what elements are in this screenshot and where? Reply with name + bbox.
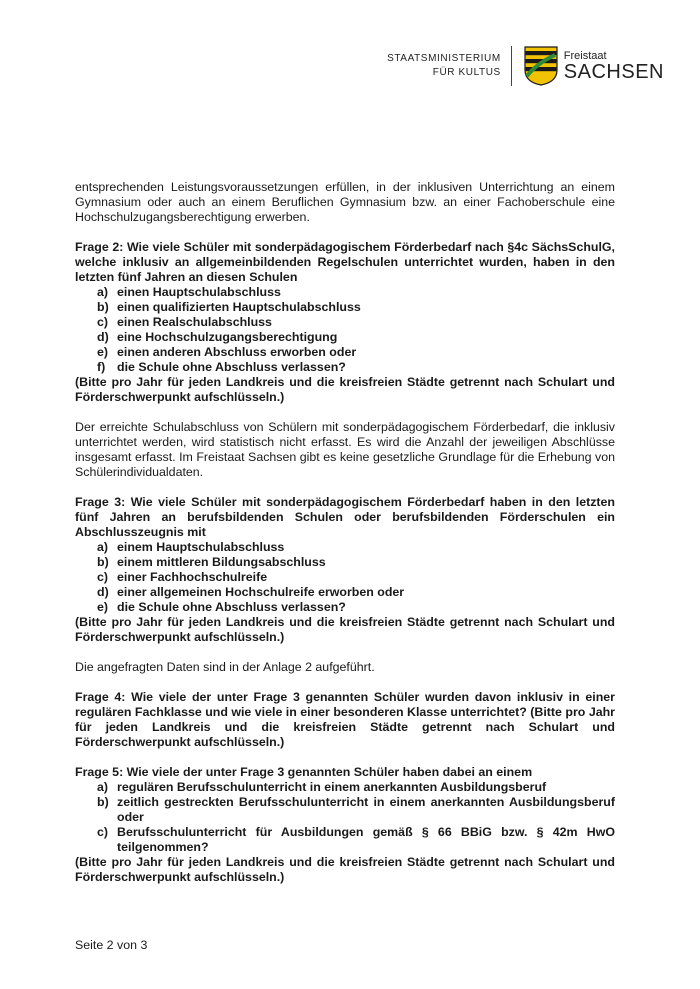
question-2-note: (Bitte pro Jahr für jeden Landkreis und die kreisfreien Städte getrennt nach Schulart und Förderschwerpunkt aufschlüsseln.) — [75, 375, 615, 404]
question-4: Frage 4: Wie viele der unter Frage 3 genannten Schüler wurden davon inklusiv in einer regulären Fachklasse und wie viele in einer besonderen Klasse unterrichtet? (Bitte pro Jahr für jeden Landkreis und die kreisfreien Städte getrennt nach Schulart und Förderschwerpunkt aufschlüsseln.) — [75, 690, 615, 749]
saxony-crest-icon — [524, 46, 558, 86]
ministry-name — [387, 52, 501, 80]
list-item: e) einen anderen Abschluss erworben oder — [97, 345, 357, 359]
document-body — [75, 180, 615, 900]
answer-3: Die angefragten Daten sind in der Anlage 2 aufgeführt. — [75, 660, 375, 674]
list-item: b) zeitlich gestreckten Berufsschulunterricht in einem anerkannten Ausbildungsberuf oder — [97, 795, 615, 824]
question-2: Frage 2: Wie viele Schüler mit sonderpädagogischem Förderbedarf nach §4c SächsSchulG, welche inklusiv an allgemeinbildenden Regelschulen unterrichtet wurden, haben in den letzten fünf Jahren an diesen Schulen — [75, 240, 615, 284]
list-item: f) die Schule ohne Abschluss verlassen? — [97, 360, 346, 374]
state-label-small: Freistaat — [563, 49, 607, 62]
list-item: c) einen Realschulabschluss — [97, 315, 272, 329]
question-3: Frage 3: Wie viele Schüler mit sonderpädagogischem Förderbedarf haben in den letzten fünf Jahren an berufsbildenden Schulen oder berufsbildenden Förderschulen ein Abschlusszeugnis mit — [75, 495, 615, 539]
state-logo — [524, 46, 664, 86]
list-item: e) die Schule ohne Abschluss verlassen? — [97, 600, 346, 614]
letterhead — [387, 44, 664, 88]
list-item: b) einen qualifizierten Hauptschulabschluss — [97, 300, 361, 314]
list-item: c) Berufsschulunterricht für Ausbildungen gemäß § 66 BBiG bzw. § 42m HwO teilgenommen? — [97, 825, 615, 854]
list-item: a) einen Hauptschulabschluss — [97, 285, 281, 299]
list-item: c) einer Fachhochschulreife — [97, 570, 268, 584]
answer-2: Der erreichte Schulabschluss von Schülern mit sonderpädagogischem Förderbedarf, die inklusiv unterrichtet werden, wird statistisch nicht erfasst. Es wird die Anzahl der jeweiligen Abschlüsse insgesamt erfasst. Im Freistaat Sachsen gibt es keine gesetzliche Grundlage für die Erhebung von Schülerindividualdaten. — [75, 420, 615, 479]
question-5: Frage 5: Wie viele der unter Frage 3 genannten Schüler haben dabei an einem — [75, 765, 533, 779]
ministry-line-2: FÜR KULTUS — [432, 67, 501, 78]
question-5-note: (Bitte pro Jahr für jeden Landkreis und die kreisfreien Städte getrennt nach Schulart und Förderschwerpunkt aufschlüsseln.) — [75, 855, 615, 884]
list-item: d) eine Hochschulzugangsberechtigung — [97, 330, 338, 344]
header-divider — [511, 46, 512, 86]
ministry-line-1: STAATSMINISTERIUM — [387, 53, 501, 64]
list-item: d) einer allgemeinen Hochschulreife erworben oder — [97, 585, 405, 599]
question-3-note: (Bitte pro Jahr für jeden Landkreis und die kreisfreien Städte getrennt nach Schulart und Förderschwerpunkt aufschlüsseln.) — [75, 615, 615, 644]
question-5-options — [75, 780, 615, 855]
question-2-options — [75, 285, 615, 375]
question-3-options — [75, 540, 615, 615]
state-label-big: SACHSEN — [563, 60, 664, 83]
intro-paragraph: entsprechenden Leistungsvoraussetzungen erfüllen, in der inklusiven Unterrichtung an einem Gymnasium oder auch an einem Beruflichen Gymnasium bzw. an einer Fachoberschule eine Hochschulzugangsberechtigung erwerben. — [75, 180, 615, 224]
list-item: a) regulären Berufsschulunterricht in einem anerkannten Ausbildungsberuf — [97, 780, 547, 794]
page-number: Seite 2 von 3 — [75, 938, 148, 952]
list-item: b) einem mittleren Bildungsabschluss — [97, 555, 326, 569]
list-item: a) einem Hauptschulabschluss — [97, 540, 285, 554]
